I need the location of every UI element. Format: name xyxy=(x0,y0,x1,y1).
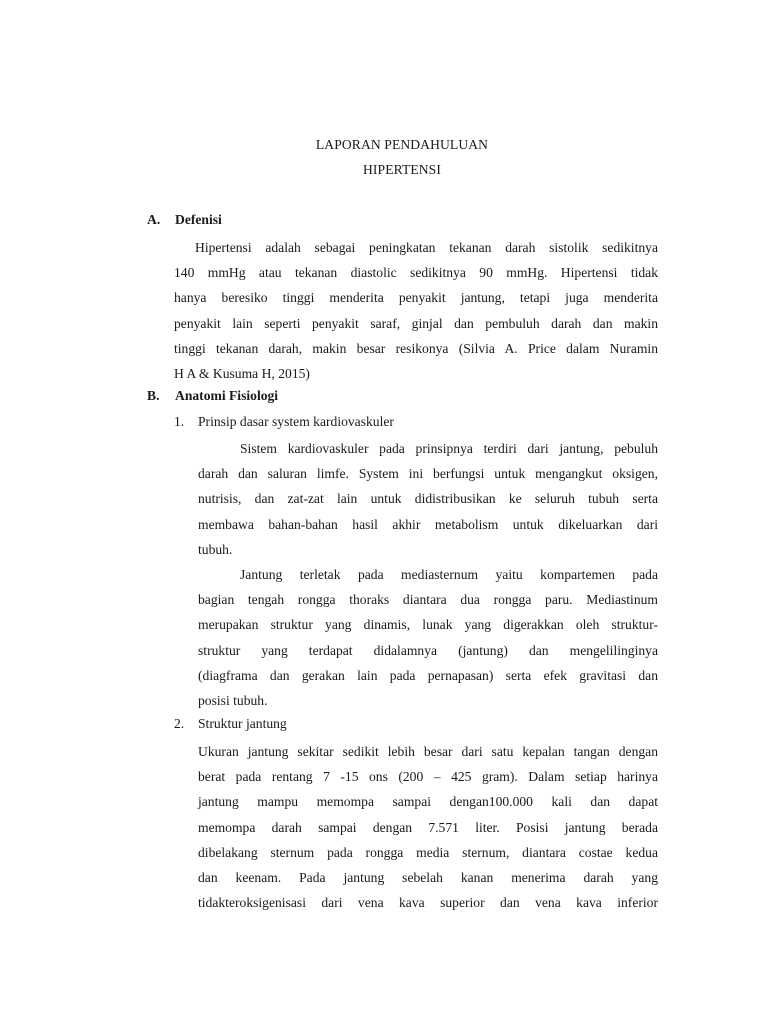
subsection-2-marker: 2. xyxy=(174,716,185,731)
section-b-marker: B. xyxy=(147,388,160,403)
paragraph-line: tinggi tekanan darah, makin besar resikonya (Silvia A. Price dalam Nuramin xyxy=(174,340,658,356)
section-a-marker: A. xyxy=(147,212,161,227)
paragraph-line: H A & Kusuma H, 2015) xyxy=(174,365,310,381)
paragraph-line: nutrisis, dan zat-zat lain untuk didistribusikan ke seluruh tubuh serta xyxy=(198,491,658,507)
paragraph-line: penyakit lain seperti penyakit saraf, ginjal dan pembuluh darah dan makin xyxy=(174,315,658,331)
subsection-1-paragraph-2 xyxy=(198,562,658,713)
document-title: LAPORAN PENDAHULUAN xyxy=(315,137,489,152)
paragraph-line: dan keenam. Pada jantung sebelah kanan menerima darah yang xyxy=(198,869,658,885)
paragraph-line: membawa bahan-bahan hasil akhir metabolism untuk dikeluarkan dari xyxy=(198,516,658,532)
paragraph-line: (diagframa dan gerakan lain pada pernapasan) serta efek gravitasi dan xyxy=(198,667,658,683)
document-subtitle: HIPERTENSI xyxy=(363,162,441,177)
paragraph-line: posisi tubuh. xyxy=(198,692,268,708)
paragraph-line: berat pada rentang 7 -15 ons (200 – 425 gram). Dalam setiap harinya xyxy=(198,769,658,785)
paragraph-line: bagian tengah rongga thoraks diantara dua rongga paru. Mediastinum xyxy=(198,592,658,608)
paragraph-line: hanya beresiko tinggi menderita penyakit jantung, tetapi juga menderita xyxy=(174,290,658,306)
paragraph-line: memompa darah sampai dengan 7.571 liter. Posisi jantung berada xyxy=(198,819,658,835)
paragraph-line: tubuh. xyxy=(198,541,233,557)
paragraph-line: Ukuran jantung sekitar sedikit lebih besar dari satu kepalan tangan dengan xyxy=(198,744,658,759)
paragraph-line: 140 mmHg atau tekanan diastolic sedikitnya 90 mmHg. Hipertensi tidak xyxy=(174,265,658,281)
subsection-1-marker: 1. xyxy=(174,414,185,429)
subsection-2-title: Struktur jantung xyxy=(198,716,287,731)
paragraph-line: merupakan struktur yang dinamis, lunak yang digerakkan oleh struktur- xyxy=(198,617,658,633)
paragraph-line: darah dan saluran limfe. System ini berfungsi untuk mengangkut oksigen, xyxy=(198,466,658,482)
section-b-title: Anatomi Fisiologi xyxy=(175,388,279,403)
section-a-title: Defenisi xyxy=(175,212,222,227)
subsection-2-paragraph-1 xyxy=(198,739,658,915)
paragraph-line: struktur yang terdapat didalamnya (jantung) dan mengelilinginya xyxy=(198,642,658,658)
section-a-paragraph xyxy=(174,235,658,386)
paragraph-line: tidakteroksigenisasi dari vena kava superior dan vena kava inferior xyxy=(198,895,658,911)
paragraph-line: Sistem kardiovaskuler pada prinsipnya terdiri dari jantung, pebuluh xyxy=(240,441,658,456)
subsection-1-paragraph-1 xyxy=(198,436,658,562)
subsection-1-title: Prinsip dasar system kardiovaskuler xyxy=(198,414,394,429)
paragraph-line: Hipertensi adalah sebagai peningkatan tekanan darah sistolik sedikitnya xyxy=(195,240,658,255)
paragraph-line: Jantung terletak pada mediasternum yaitu kompartemen pada xyxy=(240,567,658,582)
paragraph-line: dibelakang sternum pada rongga media sternum, diantara costae kedua xyxy=(198,844,658,860)
paragraph-line: jantung mampu memompa sampai dengan100.000 kali dan dapat xyxy=(198,794,658,810)
